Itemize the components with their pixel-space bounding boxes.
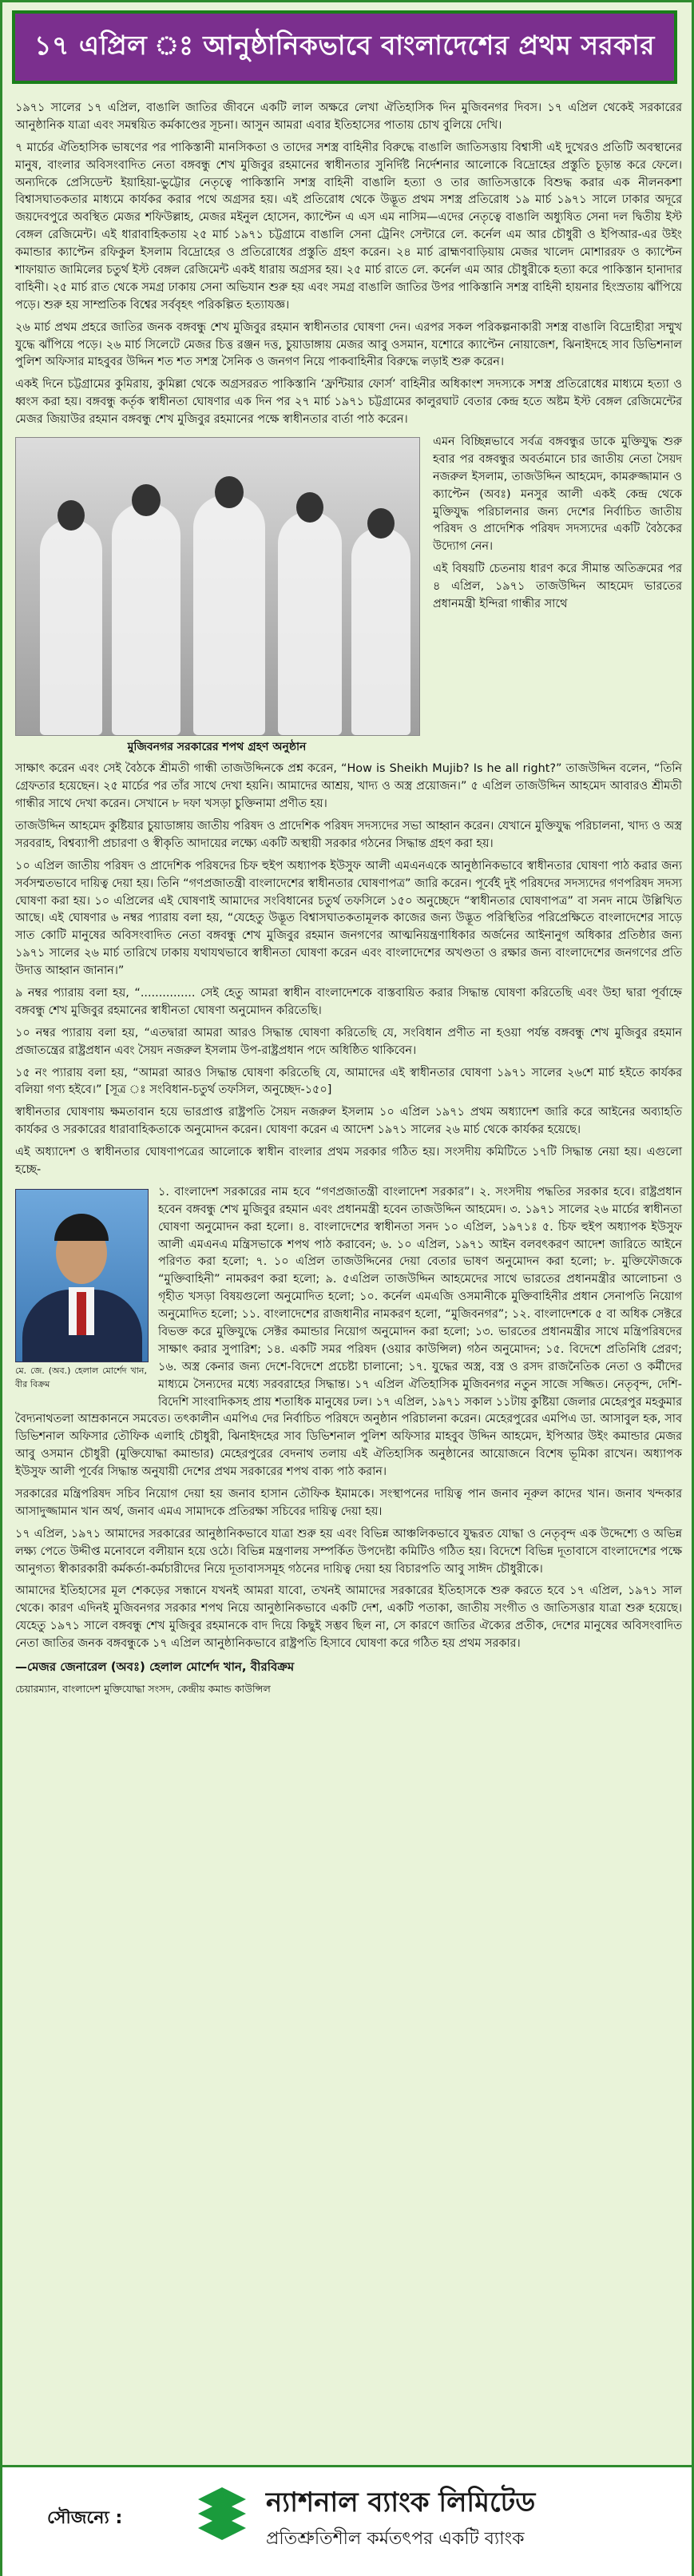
author-portrait (15, 1189, 147, 1391)
paragraph-photo-side-2: এই বিষয়টি চেতনায় ধারণ করে সীমান্ত অতিক্রমের পর ৪ এপ্রিল, ১৯৭১ তাজউদ্দিন আহমেদ ভারতের প্রধানমন্ত্রী ইন্দিরা গান্ধীর সাথে (433, 563, 682, 611)
paragraph-conclusion: আমাদের ইতিহাসের মূল শেকড়ের সন্ধানে যখনই আমরা যাবো, তখনই আমাদের সরকারের ইতিহাসকে শুরু করতে হবে ১৭ এপ্রিল, ১৯৭১ সাল থেকে। কারণ এদিনই মুজিবনগর সরকার শপথ নিয়ে আনুষ্ঠানিকভাবে একটি দেশ, একটি পতাকা, জাতীয় সংগীত ও জাতিসত্তার যাত্রা শুরু হয়েছে। যেহেতু ১৯৭১ সালে বঙ্গবন্ধু শেখ মুজিবুর রহমানকে বাদ দিয়ে কিছুই সম্ভব ছিল না, সে কারণে জাতির ঐক্যের প্রতীক, দেশের মানুষের অবিসংবাদিত নেতা জাতির জনক বঙ্গবন্ধুকে ১৭ এপ্রিল আনুষ্ঠানিকভাবে রাষ্ট্রপতি হিসাবে ঘোষণা করে গঠিত হয় প্রথম সরকার। (15, 1584, 682, 1651)
paragraph-para10: ১০ নম্বর প্যারায় বলা হয়, “এতদ্বারা আমরা আরও সিদ্ধান্ত ঘোষণা করিতেছি যে, সংবিধান প্রণীত না হওয়া পর্যন্ত বঙ্গবন্ধু শেখ মুজিবুর রহমান প্রজাতন্ত্রের রাষ্ট্রপ্রধান এবং সৈয়দ নজরুল ইসলাম উপ-রাষ্ট্রপ্রধান পদে অধিষ্ঠিত থাকিবেন। (15, 1026, 682, 1057)
paragraph-march7: ৭ মার্চের ঐতিহাসিক ভাষণের পর পাকিস্তানী মানসিকতা ও তাদের সশস্ত্র বাহিনীর বিরুদ্ধে বাঙালি জাতিসত্তায় বিশ্বাসী এই দুখেরও প্রতিটি অবস্থানের মানুষ, বাংলার অবিসংবাদিত নেতা বঙ্গবন্ধু শেখ মুজিবুর রহমানের স্বাধীনতার সুনির্দিষ্ট নির্দেশনার আলোকে বিদ্রোহের প্রস্তুতি চূড়ান্ত করে ফেলে। অন্যদিকে প্রেসিডেন্ট ইয়াহিয়া-ভুট্টোর নেতৃত্বে পাকিস্তানি সশস্ত্র বাহিনী বাঙালি হত্যা ও তার জাতিসত্তাকে বিশুদ্ধ করার এক নীলনকশা বিশ্বাসঘাতকতার মাধ্যমে কার্যকর করার পথে অগ্রসর হয়। এই প্রতিরোধ থেকে উদ্ভূত প্রথম সশস্ত্র প্রতিরোধ ১৯ মার্চ ১৯৭১ সালে ঢাকার অদূরে জয়দেবপুরে অবস্থিত মেজর শফিউল্লাহ, মেজর মইনুল হোসেন, ক্যাপ্টেন এ এস এম নাসিম—এদের নেতৃত্বে বাঙালি অধ্যুষিত সেনা দল দ্বিতীয় ইস্ট বেঙ্গল রেজিমেন্ট। এই ধারাবাহিকতায় ২৫ মার্চ ১৯৭১ চট্টগ্রামে বাঙালি সেনা ট্রেনিং সেন্টারে লে. কর্নেল এম আর চৌধুরী ও ইপিআর-এর উইং কমান্ডার ক্যাপ্টেন রফিকুল ইসলাম বিদ্রোহের ও প্রতিরোধের প্রস্তুতি গ্রহণ করেন। ২৪ মার্চ ব্রাহ্মণবাড়িয়ায় মেজর খালেদ মোশাররফ ও ক্যাপ্টেন শাফায়াত জামিলের চতুর্থ ইস্ট বেঙ্গল রেজিমেন্ট একই ধারায় অগ্রসর হয়। ২৫ মার্চ রাতে লে. কর্নেল এম আর চৌধুরীকে হত্যা করে পাকিস্তান হানাদার বাহিনী। ২৫ মার্চ রাত থেকে সমগ্র ঢাকায় সেনা অভিযান শুরু হয় এবং সমগ্র বাঙালি জাতির উপর পাকিস্তানি সশস্ত্র বাহিনী হায়নার হিংস্রতায় ঝাঁপিয়ে পড়ে। শুরু হয় সাম্প্রতিক বিশ্বের সর্ববৃহৎ পরিকল্পিত হত্যাযজ্ঞ। (15, 141, 682, 312)
paragraph-photo-side: এমন বিচ্ছিন্নভাবে সর্বত্র বঙ্গবন্ধুর ডাকে মুক্তিযুদ্ধ শুরু হবার পর বঙ্গবন্ধুর অবর্তমানে চার জাতীয় নেতা সৈয়দ নজরুল ইসলাম, তাজউদ্দিন আহমেদ, কামরুজ্জামান ও ক্যাপ্টেন (অবঃ) মনসুর আলী একই কেন্দ্র থেকে মুক্তিযুদ্ধ পরিচালনার জন্য দেশের নির্বাচিত জাতীয় পরিষদ ও প্রাদেশিক পরিষদ সদস্যদের একটি বৈঠকের উদ্যোগ নেন। (433, 435, 682, 554)
title-bar (12, 10, 677, 84)
paragraph-chattogram: একই দিনে চট্টগ্রামের কুমিরায়, কুমিল্লা থেকে অগ্রসররত পাকিস্তানি ‘ফ্রন্টিয়ার ফোর্স’ বাহিনীর অধিকাংশ সদস্যকে সশস্ত্র প্রতিরোধের মাধ্যমে হত্যা ও ধ্বংস করা হয়। বঙ্গবন্ধু কর্তৃক স্বাধীনতা ঘোষণার এক দিন পর ২৭ মার্চ ১৯৭১ চট্টগ্রামের কালুরঘাট বেতার কেন্দ্র হতে অষ্টম ইস্ট বেঙ্গল রেজিমেন্টের মেজর জিয়াউর রহমান বঙ্গবন্ধু শেখ মুজিবুর রহমানের পক্ষে স্বাধীনতার বার্তা পাঠ করেন। (15, 378, 682, 427)
author-portrait-caption: মে. জে. (অব.) হেলাল মোর্শেদ খান, বীর বিক্রম (15, 1365, 147, 1389)
paragraph-chuadanga-meeting: তাজউদ্দিন আহমেদ কুষ্টিয়ার চুয়াডাঙ্গায় জাতীয় পরিষদ ও প্রাদেশিক পরিষদ সদস্যদের সভা আহ্বান করেন। যেখানে মুক্তিযুদ্ধ পরিচালনা, খাদ্য ও অস্ত্র সরবরাহ, বিশ্বব্যাপী প্রচারণা ও স্বীকৃতি আদায়ের লক্ষ্যে একটি অস্থায়ী সরকার গঠনের সিদ্ধান্ত গ্রহণ করা হয়। (15, 819, 682, 850)
sponsor-footer (2, 2465, 692, 2576)
paragraph-intro: ১৯৭১ সালের ১৭ এপ্রিল, বাঙালি জাতির জীবনে একটি লাল অক্ষরে লেখা ঐতিহাসিক দিন মুজিবনগর দিবস। ১৭ এপ্রিল থেকেই সরকারের আনুষ্ঠানিক যাত্রা এবং সমন্বয়িত কর্মকাণ্ডের সূচনা। আসুন আমরা এবার ইতিহাসের পাতায় চোখ বুলিয়ে দেখি। (15, 101, 682, 132)
author-portrait-image (15, 1189, 149, 1362)
paragraph-ordinance: স্বাধীনতার ঘোষণায় ক্ষমতাবান হয়ে ভারপ্রাপ্ত রাষ্ট্রপতি সৈয়দ নজরুল ইসলাম ১০ এপ্রিল ১৯৭১ প্রথম অধ্যাদেশ জারি করে আইনের অব্যাহতি কার্যকর ও সরকারের ধারাবাহিকতাকে অনুমোদন করেন। ঘোষণা করেন এ আদেশ ১৯৭১ সালের ২৬ মার্চ থেকে কার্যকর হয়েছে। (15, 1106, 682, 1137)
author-signature: —মেজর জেনারেল (অবঃ) হেলাল মোর্শেদ খান, বীরবিক্রম (15, 1660, 295, 1675)
paragraph-gandhi-meeting: সাক্ষাৎ করেন এবং সেই বৈঠকে শ্রীমতী গান্ধী তাজউদ্দিনকে প্রশ্ন করেন, “How is Sheikh Mujib? Is he all right?” তাজউদ্দিন বলেন, “তিনি গ্রেফতার হয়েছেন। ২৫ মার্চের পর তাঁর সাথে দেখা হয়নি। আমাদের আশ্রয়, খাদ্য ও অস্ত্র প্রয়োজন।” ৫ এপ্রিল তাজউদ্দিন আহমেদ আবারও শ্রীমতী গান্ধীর সাথে দেখা করেন। সেখানে ৮ দফা খসড়া চুক্তিনামা প্রণীত হয়। (15, 762, 682, 811)
paragraph-decisions-intro: এই অধ্যাদেশ ও স্বাধীনতার ঘোষণাপত্রের আলোকে স্বাধীন বাংলার প্রথম সরকার গঠিত হয়। সংসদীয় কমিটিতে ১৭টি সিদ্ধান্ত নেয়া হয়। এগুলো হচ্ছে- (15, 1146, 682, 1176)
paragraph-decisions: ১. বাংলাদেশ সরকারের নাম হবে “গণপ্রজাতন্ত্রী বাংলাদেশ সরকার”। ২. সংসদীয় পদ্ধতির সরকার হবে। রাষ্ট্রপ্রধান হবেন বঙ্গবন্ধু শেখ মুজিবুর রহমান এবং প্রধানমন্ত্রী হবেন তাজউদ্দিন আহমেদ। ৩. ১৯৭১ সালের ২৬ মার্চের স্বাধীনতা ঘোষণা অনুমোদন করা হলো। ৪. বাংলাদেশের স্বাধীনতা সনদ ১০ এপ্রিল, ১৯৭১ঃ ৫. চিফ হুইপ অধ্যাপক ইউসুফ আলী এমএনএ মন্ত্রিসভাকে শপথ পাঠ করাবেন; ৬. ১০ এপ্রিল, ১৯৭১ আইন বলবৎকরণ আদেশ জারিতে আইনে পরিণত করা হলো; ৭. ১০ এপ্রিল তাজউদ্দিনের দেয়া বেতার ভাষণ অনুমোদন করা হলো; ৮. মুক্তিফৌজকে “মুক্তিবাহিনী” নামকরণ করা হলো; ৯. ৫এপ্রিল তাজউদ্দিন আহমেদের সাথে ভারতের প্রধানমন্ত্রীর আলোচনা ও গৃহীত খসড়া বিষয়গুলো অনুমোদিত হলো; ১০. কর্নেল এমএজি ওসমানীকে মুক্তিবাহিনীর প্রধান সেনাপতি নিয়োগ অনুমোদিত হলো; ১১. বাংলাদেশের রাজধানীর নামকরণ হলো, “মুজিবনগর”; ১২. বাংলাদেশকে ৫ বা অধিক সেক্টরে বিভক্ত করে মুক্তিযুদ্ধে সেক্টর কমান্ডার নিয়োগ অনুমোদন করা হলো; ১৩. ভারতের প্রধানমন্ত্রীর সাথে মন্ত্রিপরিষদের সাক্ষাৎ করার সুপারিশ; ১৪. একটি সমর পরিষদ (ওয়ার কাউন্সিল) গঠন অনুমোদন; ১৫. বিদেশে প্রতিনিধি প্রেরণ; ১৬. অস্ত্র কেনার জন্য দেশে-বিদেশে প্রচেষ্টা চালানো; ১৭. যুদ্ধের অস্ত্র, বস্ত্র ও রসদ রাজনৈতিক নেতা ও কর্মীদের মাধ্যমে সৈন্যদের মধ্যে সরবরাহের সিদ্ধান্ত। ১৭ এপ্রিল ঐতিহাসিক মুজিবনগর নতুন সাজে সজ্জিত। নেতৃবৃন্দ, দেশি-বিদেশি সাংবাদিকসহ প্রায় শতাধিক মানুষের ঢল। ১৭ এপ্রিল, ১৯৭১ সকাল ১১টায় কুষ্টিয়া জেলার মেহেরপুর মহকুমার বৈদ্যনাথতলা আম্রকাননে সমবেত। তৎকালীন এমপিএ দের নির্বাচিত পরিষদে অনুষ্ঠান পরিচালনা করেন। মেহেরপুরের এমপিএ ডা. আসাবুল হক, সাব ডিভিশনাল অফিসার তৌফিক এলাহি চৌধুরী, ঝিনাইদহের সাব ডিভিশনাল পুলিশ অফিসার মাহবুব উদ্দিন আহমেদ, ইপিআর উইং কমান্ডার মেজর আবু ওসমান চৌধুরী (মুক্তিযোদ্ধা কমান্ডার) মেহেরপুরের বেদনাথ তলায় এই ঐতিহাসিক অনুষ্ঠানের আয়োজনে বিশেষ ভূমিকা রাখেন। অধ্যাপক ইউসুফ আলী পূর্বের সিদ্ধান্ত অনুযায়ী দেশের প্রথম সরকারের শপথ বাক্য পাঠ করান। (15, 1185, 682, 1479)
paragraph-cabinet: সরকারের মন্ত্রিপরিষদ সচিব নিয়োগ দেয়া হয় জনাব হাসান তৌফিক ইমামকে। সংস্থাপনের দায়িত্ব পান জনাব নূরুল কাদের খান। জনাব খন্দকার আসাদুজ্জামান খান অর্থ, জনাব এমএ সামাদকে প্রতিরক্ষা সচিবের দায়িত্ব দেয়া হয়। (15, 1488, 682, 1518)
paragraph-para15: ১৫ নং প্যারায় বলা হয়, “আমরা আরও সিদ্ধান্ত ঘোষণা করিতেছি যে, আমাদের এই স্বাধীনতার ঘোষণা ১৯৭১ সালের ২৬শে মার্চ হইতে কার্যকর বলিয়া গণ্য হইবে।” [সূত্র ঃ সংবিধান-চতুর্থ তফসিল, অনুচ্ছেদ-১৫০] (15, 1066, 682, 1097)
article-body (15, 100, 682, 1701)
oath-photo (15, 437, 418, 756)
bank-name: ন্যাশনাল ব্যাংক লিমিটেড (266, 2487, 536, 2518)
paragraph-para9: ৯ নম্বর প্যারায় বলা হয়, “............... সেই হেতু আমরা স্বাধীন বাংলাদেশকে বাস্তবায়িত করার সিদ্ধান্ত ঘোষণা করিতেছি এবং উহা দ্বারা পূর্বাহ্নে বঙ্গবন্ধু শেখ মুজিবুর রহমানের স্বাধীনতা ঘোষণা অনুমোদন করিতেছি। (15, 986, 682, 1017)
bank-logo-icon (194, 2483, 250, 2547)
oath-photo-caption: মুজিবনগর সরকারের শপথ গ্রহণ অনুষ্ঠান (127, 741, 307, 754)
paragraph-april17: ১৭ এপ্রিল, ১৯৭১ আমাদের সরকারের আনুষ্ঠানিকভাবে যাত্রা শুরু হয় এবং বিভিন্ন আঞ্চলিকভাবে যুদ্ধরত যোদ্ধা ও নেতৃবৃন্দ এক উদ্দেশ্যে ও অভিন্ন লক্ষ্য পেতে উদ্দীপ্ত মনোবলে বলীয়ান হয়ে ওঠে। বিভিন্ন মন্ত্রণালয় সম্পর্কিত উপদেষ্টা কমিটিও গঠিত হয়। বিদেশে বিভিন্ন দূতাবাসে বাংলাদেশের পক্ষে আনুগত্য স্বীকারকারী কর্মকর্তা-কর্মচারীদের নিয়ে দূতাবাসসমূহ গঠনের দায়িত্ব দেয়া হয় বিচারপতি আবু সাঈদ চৌধুরীকে। (15, 1527, 682, 1576)
courtesy-label: সৌজন্যে : (47, 2508, 123, 2528)
page-title: ১৭ এপ্রিল ঃ আনুষ্ঠানিকভাবে বাংলাদেশের প্রথম সরকার (34, 30, 655, 61)
bank-tagline: প্রতিশ্রুতিশীল কর্মতৎপর একটি ব্যাংক (266, 2529, 525, 2549)
paragraph-proclamation: ১০ এপ্রিল জাতীয় পরিষদ ও প্রাদেশিক পরিষদের চিফ হুইপ অধ্যাপক ইউসুফ আলী এমএনএকে আনুষ্ঠানিকভাবে স্বাধীনতার ঘোষণা পাঠ করার জন্য সর্বসম্মতভাবে দায়িত্ব দেয়া হয়। তিনি “গণপ্রজাতন্ত্রী বাংলাদেশের স্বাধীনতার ঘোষণাপত্র” জারি করেন। পূর্বেই দুই পরিষদের সদস্যদের গণপরিষদ সদস্য ঘোষণা করা হয়। ১০ এপ্রিলের এই ঘোষণাই আমাদের সংবিধানের চতুর্থ তফসিলে ১৫০ অনুচ্ছেদে “স্বাধীনতার ঘোষণাপত্র” বা সনদ নামে উল্লিখিত আছে। এই ঘোষণার ৬ নম্বর প্যারায় বলা হয়, “যেহেতু উদ্ভূত বিশ্বাসঘাতকতামূলক কাজের জন্য উদ্ভূত পরিস্থিতির পরিপ্রেক্ষিতে বাংলাদেশের সাড়ে সাত কোটি মানুষের অবিসংবাদিত নেতা বঙ্গবন্ধু শেখ মুজিবুর রহমান জনগণের আত্মনিয়ন্ত্রণাধিকার অর্জনের আইনানুগ অধিকার প্রতিষ্ঠার জন্য ১৯৭১ সালের ২৬ মার্চ তারিখে ঢাকায় যথাযথভাবে স্বাধীনতা ঘোষণা করেন এবং বাংলাদেশের অখণ্ডতা ও রক্ষার জন্য বাংলাদেশের জনগণের প্রতি উদাত্ত আহ্বান জানান।” (15, 859, 682, 978)
author-designation: চেয়ারম্যান, বাংলাদেশ মুক্তিযোদ্ধা সংসদ, কেন্দ্রীয় কমান্ড কাউন্সিল (15, 1682, 271, 1695)
oath-photo-image (15, 437, 420, 736)
paragraph-march26: ২৬ মার্চ প্রথম প্রহরে জাতির জনক বঙ্গবন্ধু শেখ মুজিবুর রহমান স্বাধীনতার ঘোষণা দেন। এরপর সকল পরিকল্পনাকারী সশস্ত্র বাঙালি বিদ্রোহীরা সম্মুখ যুদ্ধে ঝাঁপিয়ে পড়ে। ২৬ মার্চ সিলেটে মেজর চিত্ত রঞ্জন দত্ত, চুয়াডাঙ্গায় মেজর আবু ওসমান, যশোরে ক্যাপ্টেন নোয়াজেশ, ঝিনাইদহে সাব ডিভিশনাল পুলিশ অফিসার মাহবুবর উদ্দিন শত শত সশস্ত্র সৈনিক ও জনগণ নিয়ে পাকবাহিনীর বিরুদ্ধে লড়াই শুরু করেন। (15, 320, 682, 369)
